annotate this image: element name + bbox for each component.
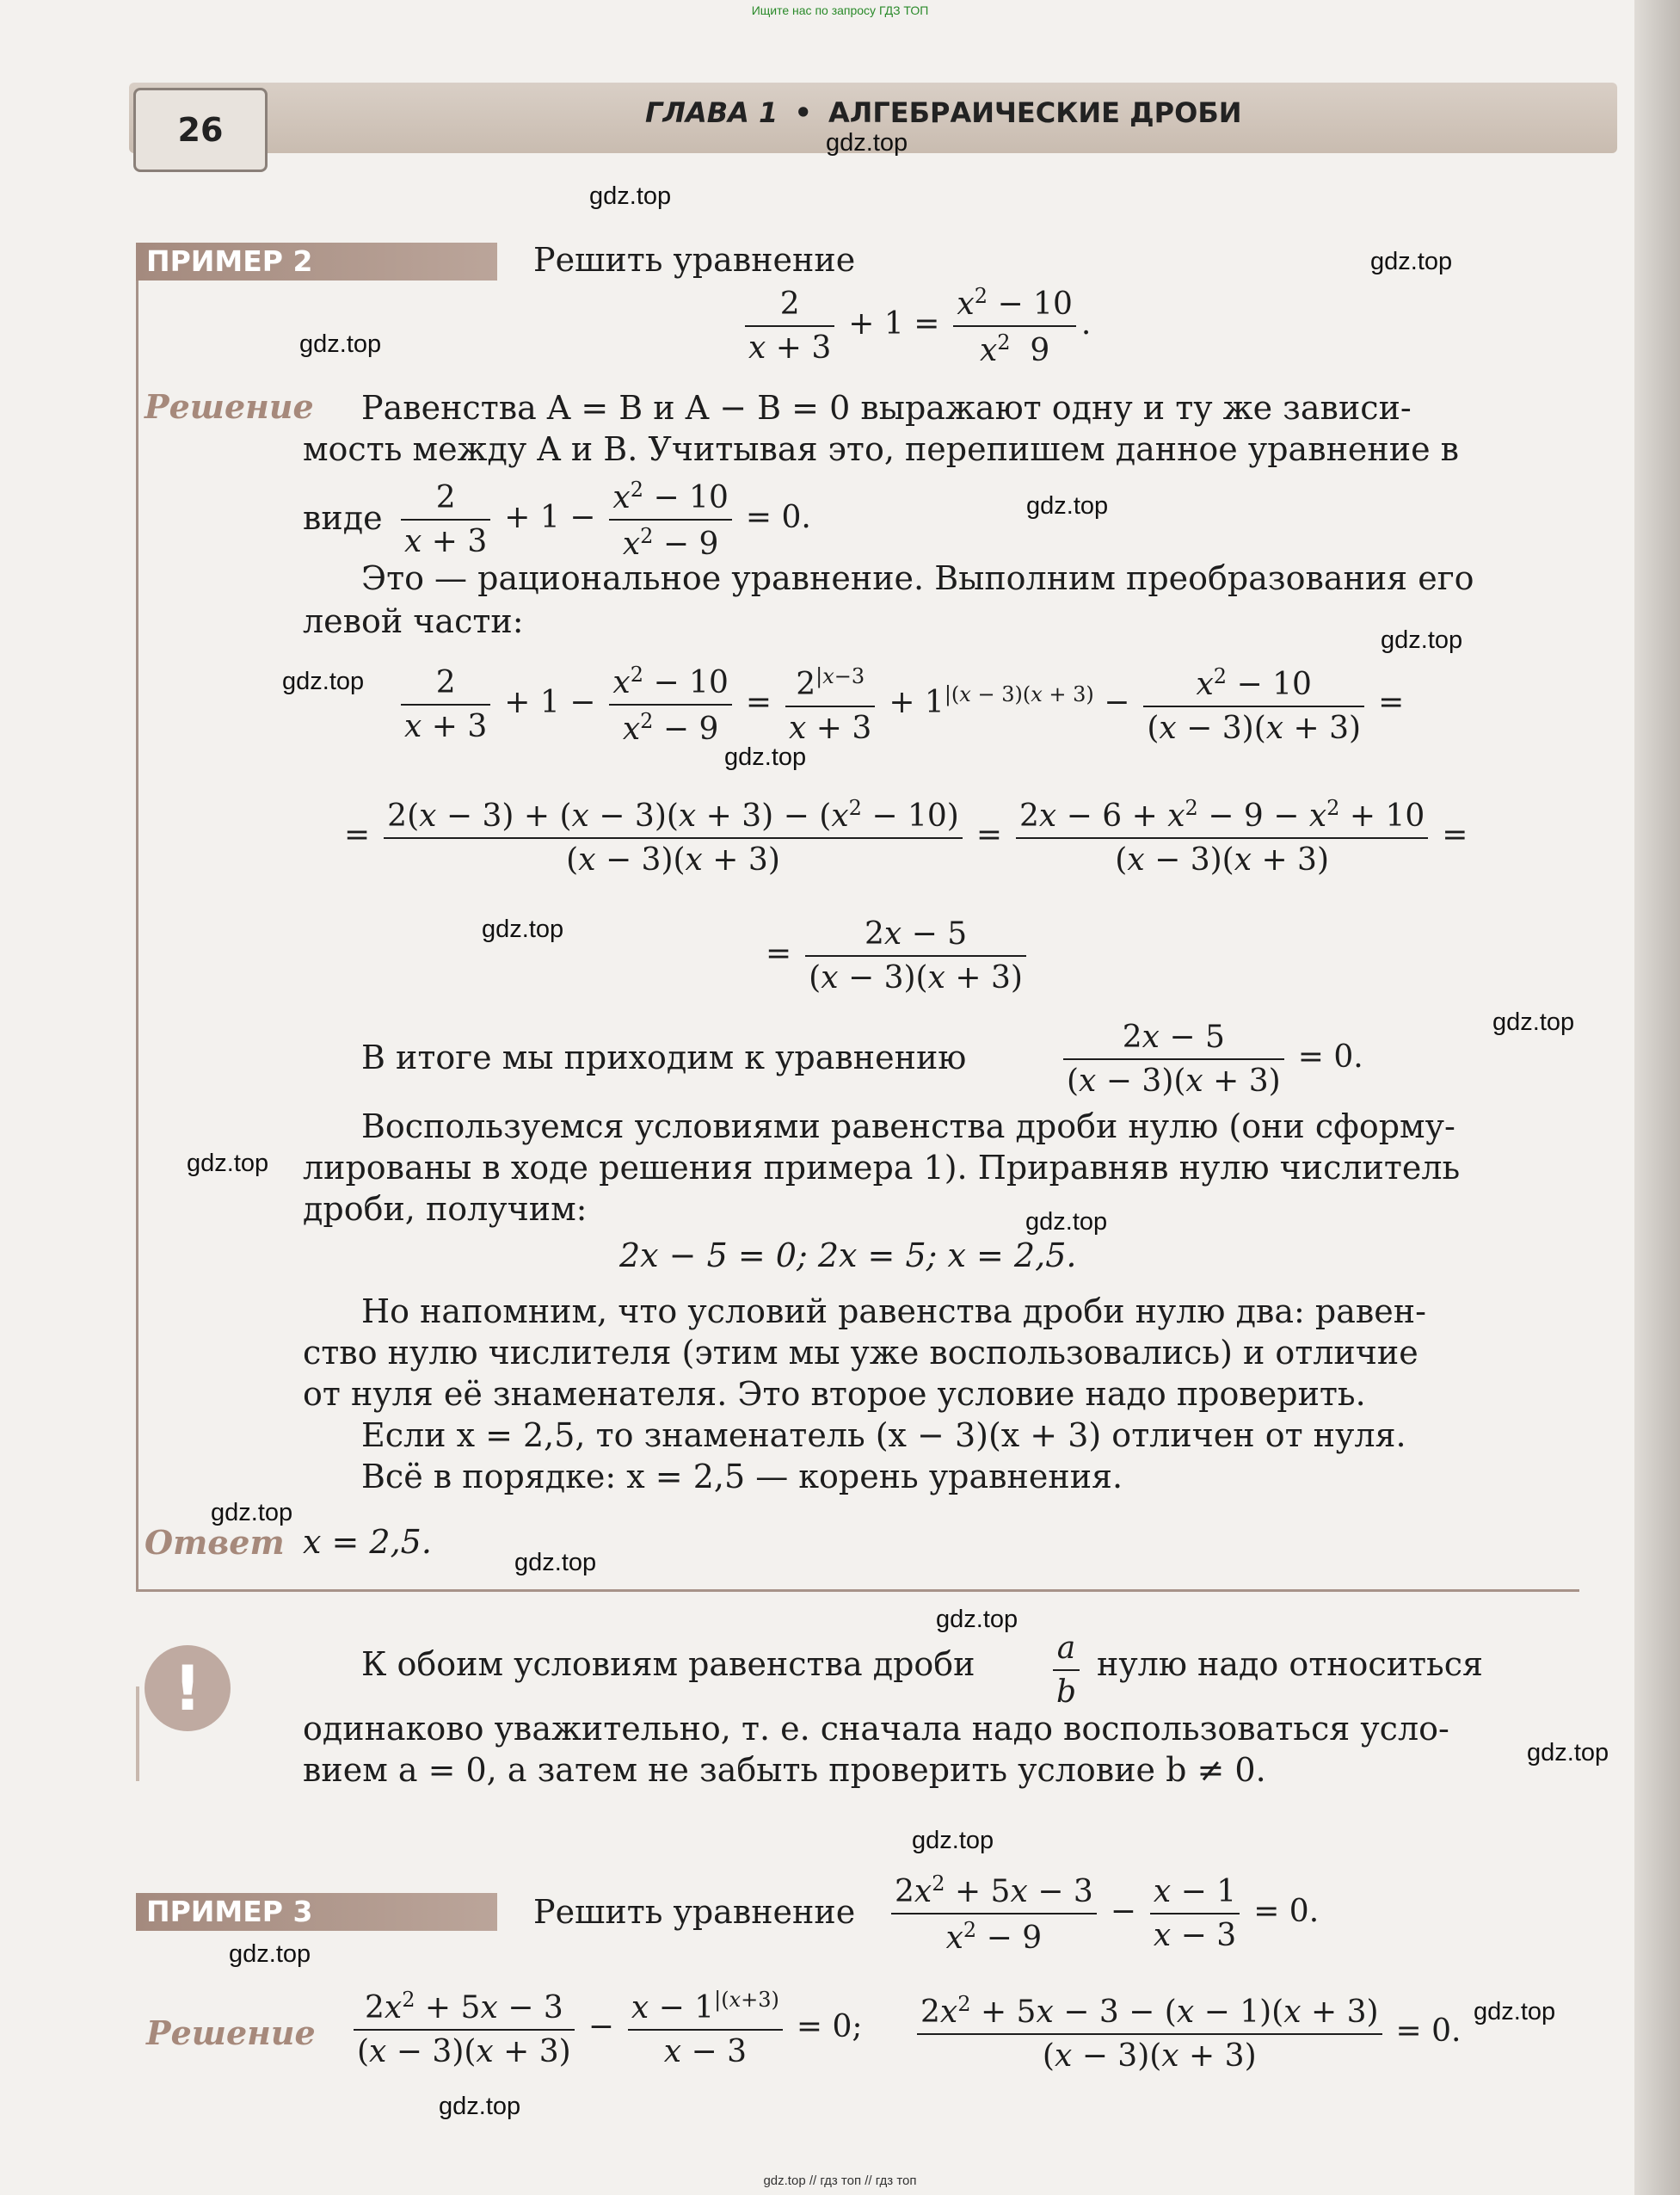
watermark: gdz.top [589, 182, 672, 210]
example-3-step-2: $\frac{2x^2 + 5x - 3 - (x - 1)(x + 3)}{(x - 3)(x + 3)}$ = 0. [912, 1992, 1469, 2074]
page-edge-shadow [1634, 0, 1680, 2195]
transform-step-1: $\frac{2}{x + 3}$ + 1 − $\frac{x^2 - 10}{x^2 - 9}$ = $\frac{2^{|x-3}}{x + 3}$ + $1^{|(x - 3)(x + 3)}$ − $\frac{x^2 - 10}{(x - 3)(x + 3)}$ = [396, 663, 1412, 747]
example-3-badge: ПРИМЕР 3 [136, 1893, 497, 1931]
top-note: Ищите нас по запросу ГДЗ ТОП [751, 3, 929, 17]
answer-value: x = 2,5. [303, 1523, 432, 1561]
paragraph-4-line-3: дроби, получим: [303, 1190, 588, 1228]
resulting-equation: $\frac{2x - 5}{(x - 3)(x + 3)}$ = 0. [1058, 1020, 1372, 1099]
page-number: 26 [133, 88, 268, 172]
note-line-1b: нулю надо относиться [1097, 1645, 1484, 1683]
exclamation-icon: ! [145, 1645, 231, 1731]
solution-label: Решение [145, 387, 314, 426]
chapter-number: ГЛАВА 1 [645, 96, 778, 129]
watermark: gdz.top [1381, 626, 1463, 654]
example-2-badge: ПРИМЕР 2 [136, 243, 497, 281]
paragraph-5-line-1: Но напомним, что условий равенства дроби нулю два: равен- [361, 1292, 1426, 1330]
numerator-solution: 2x − 5 = 0; 2x = 5; x = 2,5. [619, 1236, 1077, 1274]
example-2-equation: $\frac{2}{x + 3}$ + 1 = $\frac{x^2 - 10}{x^2 9}$ . [740, 284, 1091, 368]
example-3-solution-label: Решение [146, 2013, 316, 2052]
paragraph-2-line-2: левой части: [303, 602, 524, 640]
example-3-step-1: $\frac{2x^2 + 5x - 3}{(x - 3)(x + 3)}$ − $\frac{x - 1^{|(x+3)}}{x - 3}$ = 0; [348, 1988, 871, 2069]
watermark: gdz.top [1025, 1208, 1108, 1236]
watermark: gdz.top [1492, 1008, 1575, 1036]
watermark: gdz.top [439, 2093, 521, 2120]
watermark: gdz.top [482, 916, 564, 943]
watermark: gdz.top [211, 1499, 293, 1526]
note-line-2: одинаково уважительно, т. е. сначала надо воспользоваться усло- [303, 1710, 1449, 1748]
paragraph-5-line-5: Всё в порядке: x = 2,5 — корень уравнения. [361, 1458, 1123, 1495]
rewritten-equation: $\frac{2}{x + 3}$ + 1 − $\frac{x^2 - 10}{x^2 - 9}$ = 0. [396, 478, 820, 562]
note-line-1a: К обоим условиям равенства дроби [361, 1645, 975, 1683]
watermark: gdz.top [1370, 248, 1453, 275]
example-3-task: Решить уравнение [533, 1893, 856, 1931]
watermark: gdz.top [1026, 492, 1109, 520]
note-fraction: $\frac{a}{b}$ [1048, 1631, 1085, 1710]
paragraph-1-line-2: мость между A и B. Учитывая это, перепишем данное уравнение в [303, 430, 1460, 468]
note-line-3: вием a = 0, а затем не забыть проверить условие b ≠ 0. [303, 1751, 1266, 1789]
paragraph-4-line-1: Воспользуемся условиями равенства дроби нулю (они сформу- [361, 1107, 1455, 1145]
example-3-equation: $\frac{2x^2 + 5x - 3}{x^2 - 9}$ − $\frac{x - 1}{x - 3}$ = 0. [886, 1871, 1327, 1956]
watermark: gdz.top [282, 668, 365, 695]
paragraph-1-line-3-start: виде [303, 499, 383, 537]
watermark: gdz.top [299, 330, 382, 358]
paragraph-5-line-4: Если x = 2,5, то знаменатель (x − 3)(x + 3) отличен от нуля. [361, 1416, 1406, 1454]
watermark: gdz.top [1474, 1998, 1556, 2025]
note-bar [136, 1686, 139, 1781]
transform-step-2: = $\frac{2(x - 3) + (x - 3)(x + 3) - (x^2 - 10)}{(x - 3)(x + 3)}$ = $\frac{2x - 6 + x^2 - 9 - x^2 + 10}{(x - 3)(x + 3)}$ = [344, 796, 1468, 878]
answer-label: Ответ [145, 1523, 285, 1562]
paragraph-2-line-1: Это — рациональное уравнение. Выполним преобразования его [361, 559, 1474, 597]
watermark: gdz.top [912, 1827, 994, 1854]
paragraph-1-line-1: Равенства A = B и A − B = 0 выражают одну и ту же зависи- [361, 389, 1412, 427]
transform-step-3: = $\frac{2x - 5}{(x - 3)(x + 3)}$ [757, 916, 1031, 996]
footer-note: gdz.top // гдз топ // гдз топ [763, 2173, 917, 2188]
paragraph-5-line-3: от нуля её знаменателя. Это второе условие надо проверить. [303, 1375, 1366, 1413]
paragraph-5-line-2: ство нулю числителя (этим мы уже воспользовались) и отличие [303, 1334, 1418, 1372]
watermark: gdz.top [724, 743, 807, 771]
paragraph-3-start: В итоге мы приходим к уравнению [361, 1039, 967, 1076]
chapter-title: АЛГЕБРАИЧЕСКИЕ ДРОБИ [828, 96, 1242, 129]
chapter-heading [645, 96, 1241, 129]
watermark: gdz.top [229, 1940, 311, 1968]
watermark: gdz.top [187, 1150, 269, 1177]
watermark: gdz.top [826, 129, 908, 157]
watermark: gdz.top [1527, 1739, 1609, 1766]
paragraph-4-line-2: лированы в ходе решения примера 1). Приравняв нулю числитель [303, 1149, 1461, 1187]
watermark: gdz.top [514, 1549, 597, 1576]
example-2-task: Решить уравнение [533, 241, 856, 279]
watermark: gdz.top [936, 1606, 1018, 1633]
chapter-bullet: • [794, 96, 812, 129]
